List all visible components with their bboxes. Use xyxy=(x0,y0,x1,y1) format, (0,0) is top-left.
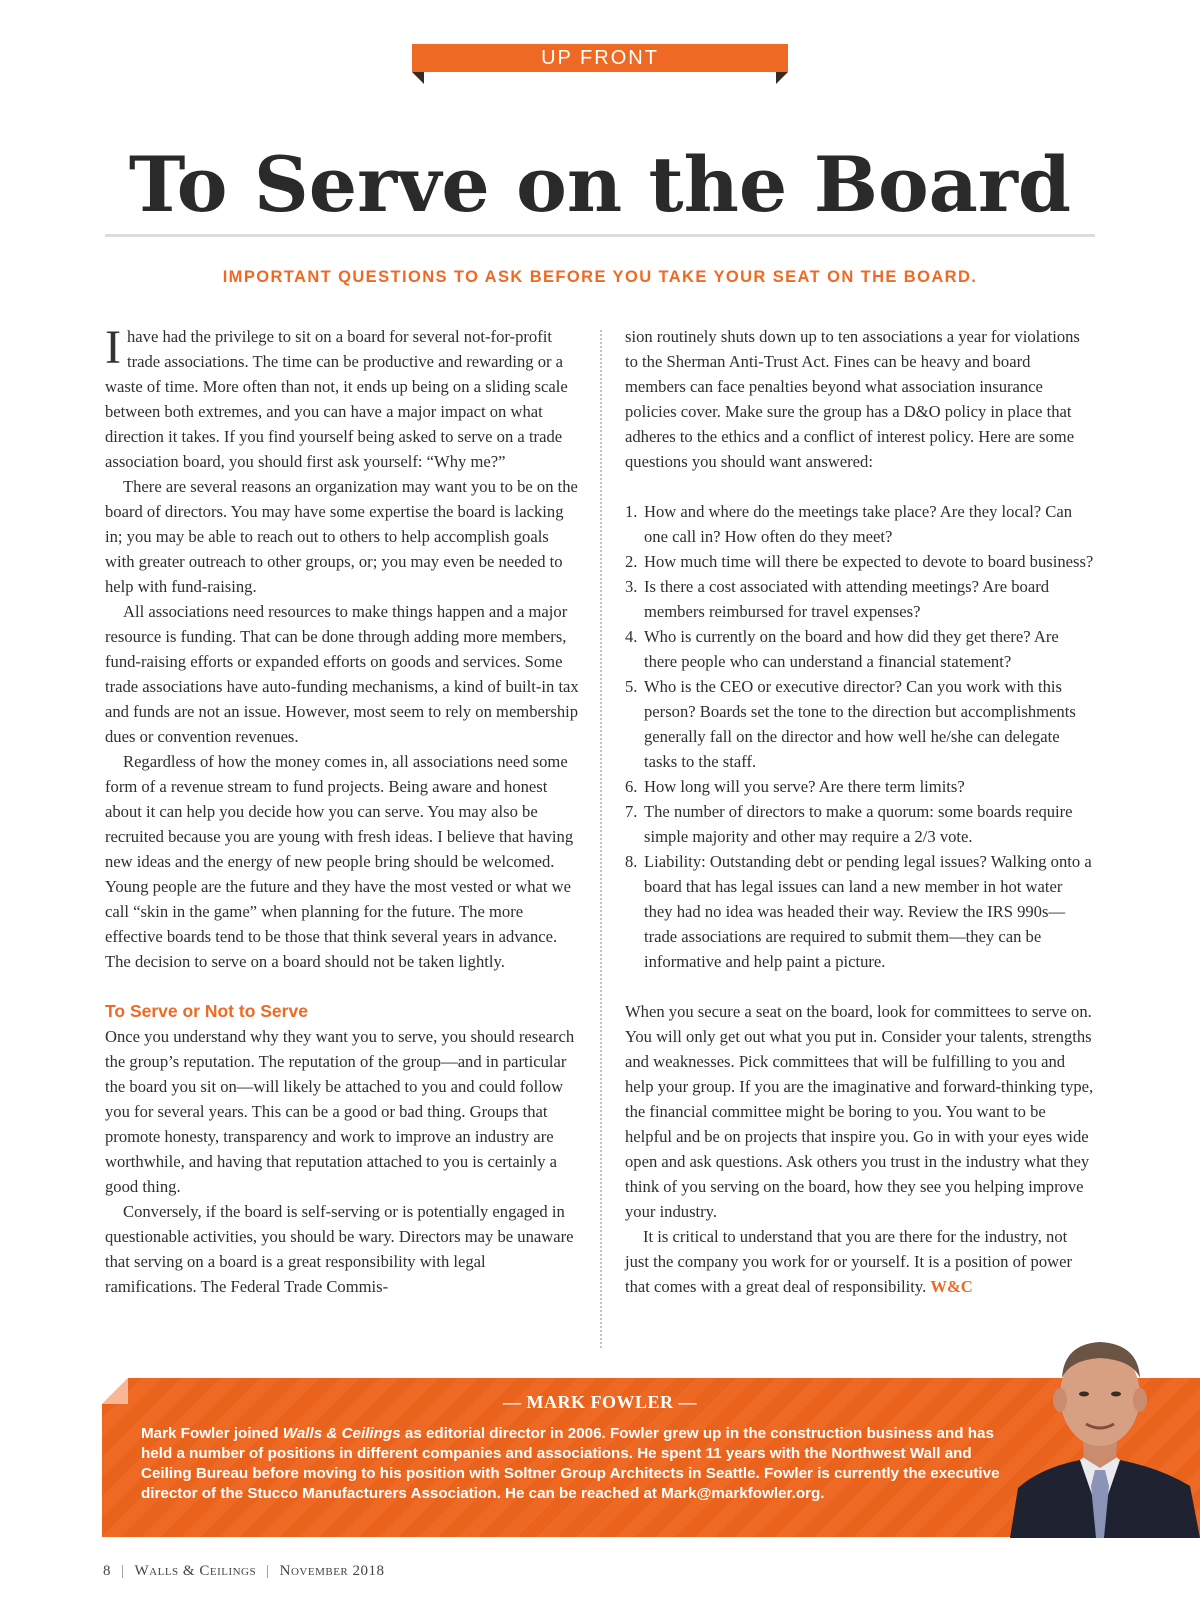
list-text: How much time will there be expected to devote to board business? xyxy=(644,552,1094,571)
closing-text: It is critical to understand that you are there for the industry, not just the company you work for or yourself. It is a position of power that comes with a great deal of responsibility. xyxy=(625,1227,1073,1296)
list-item xyxy=(625,499,1095,549)
page-subtitle: IMPORTANT QUESTIONS TO ASK BEFORE YOU TAKE YOUR SEAT ON THE BOARD. xyxy=(222,268,978,286)
list-text: How long will you serve? Are there term limits? xyxy=(644,777,965,796)
list-text: Who is the CEO or executive director? Can you work with this person? Boards set the tone to the direction but accomplishments generally fall on the director and how well he/she can delegate tasks to the staff. xyxy=(644,677,1076,771)
list-number: 3. xyxy=(625,577,638,596)
paragraph: There are several reasons an organization may want you to be on the board of directors. You may have some expertise the board is lacking in; you may be able to reach out to others to help accomplish goals with greater outreach to other groups, or; you may even be needed to help with fund-raising. xyxy=(105,477,578,596)
banner-fold-left xyxy=(412,72,424,84)
list-text: Liability: Outstanding debt or pending legal issues? Walking onto a board that has legal issues can land a new member in hot water they had no idea was headed their way. Review the IRS 990s—trade associations are required to submit them—they can be informative and help paint a picture. xyxy=(644,852,1092,971)
list-text: How and where do the meetings take place? Are they local? Can one call in? How often do they meet? xyxy=(644,502,1073,546)
list-number: 5. xyxy=(625,677,638,696)
list-text: Who is currently on the board and how did they get there? Are there people who can understand a financial statement? xyxy=(644,627,1059,671)
footer-separator: | xyxy=(121,1563,125,1579)
section-heading: To Serve or Not to Serve xyxy=(105,1001,308,1021)
author-photo xyxy=(1000,1318,1200,1538)
list-number: 2. xyxy=(625,552,638,571)
title-rule xyxy=(105,234,1095,237)
list-item xyxy=(625,849,1095,974)
paragraph: When you secure a seat on the board, look for committees to serve on. You will only get out what you put in. Consider your talents, strengths and weaknesses. Pick committees that will be fulfilling to you and help your group. If you are the imaginative and forward-thinking type, the financial committee might be boring to you. You want to be helpful and be on projects that inspire you. Go in with your eyes wide open and ask questions. Ask others you trust in the industry what they think of you serving on the board, how they see you helping improve your industry. xyxy=(625,1002,1094,1221)
author-photo-icon xyxy=(1000,1318,1200,1538)
paragraph: Conversely, if the board is self-serving or is potentially engaged in questionable activities, you should be wary. Directors may be unaware that serving on a board is a great responsibility with legal ramifications. The Federal Trade Commis- xyxy=(105,1202,574,1296)
list-item xyxy=(625,549,1095,574)
list-number: 1. xyxy=(625,502,638,521)
bio-text: Mark Fowler joined xyxy=(141,1425,283,1442)
list-item xyxy=(625,799,1095,849)
list-number: 4. xyxy=(625,627,638,646)
bio-text-rest: as editorial director in 2006. Fowler grew up in the construction business and has held a number of positions in different companies and associations. He spent 11 years with the Northwest Wall and Ceiling Bureau before moving to his position with Soltner Group Architects in Seattle. Fowler is currently the executive director of the Stucco Manufacturers Association. He can be reached at Mark@markfowler.org. xyxy=(141,1425,1000,1502)
paragraph: sion routinely shuts down up to ten associations a year for violations to the Sherman Anti-Trust Act. Fines can be heavy and board members can face penalties beyond what association insurance policies cover. Make sure the group has a D&O policy in place that adheres to the ethics and a conflict of interest policy. Here are some questions you should want answered: xyxy=(625,327,1080,471)
closing-paragraph xyxy=(625,1224,1095,1299)
section-banner xyxy=(412,44,788,88)
list-item xyxy=(625,574,1095,624)
intro-text: have had the privilege to sit on a board for several not-for-profit trade associations. The time can be productive and rewarding or a waste of time. More often than not, it ends up being on a sliding scale between both extremes, and you can have a major impact on what direction it takes. If you find yourself being asked to serve on a trade association board, you should first ask yourself: “Why me?” xyxy=(105,327,568,471)
list-number: 7. xyxy=(625,802,638,821)
magazine-name: Walls & Ceilings xyxy=(282,1425,401,1442)
magazine-title: Walls & Ceilings xyxy=(134,1563,257,1579)
paragraph: All associations need resources to make things happen and a major resource is funding. That can be done through adding more members, fund-raising efforts or expanded efforts on goods and services. Some trade associations have auto-funding mechanisms, a kind of built-in tax and funds are not an issue. However, most seem to rely on membership dues or convention revenues. xyxy=(105,602,579,746)
author-name: — MARK FOWLER — xyxy=(503,1392,697,1412)
list-number: 6. xyxy=(625,777,638,796)
banner-fold-right xyxy=(776,72,788,84)
left-column xyxy=(105,321,580,1299)
author-bio xyxy=(141,1424,1021,1504)
list-item xyxy=(625,624,1095,674)
end-mark: W&C xyxy=(930,1277,973,1296)
list-text: The number of directors to make a quorum: some boards require simple majority and other may require a 2/3 vote. xyxy=(644,802,1073,846)
paragraph: Once you understand why they want you to serve, you should research the group’s reputation. The reputation of the group—and in particular the board you sit on—will likely be attached to you and could follow you for several years. This can be a good or bad thing. Groups that promote honesty, transparency and work to improve an industry are worthwhile, and having that reputation attached to you is certainly a good thing. xyxy=(105,1027,575,1196)
list-text: Is there a cost associated with attending meetings? Are board members reimbursed for travel expenses? xyxy=(644,577,1050,621)
issue-date: November 2018 xyxy=(279,1563,385,1579)
footer-separator: | xyxy=(266,1563,270,1579)
page-footer xyxy=(103,1563,385,1580)
right-column xyxy=(625,324,1095,1299)
page-number: 8 xyxy=(103,1563,111,1579)
list-number: 8. xyxy=(625,852,638,871)
section-banner-label: UP FRONT xyxy=(412,44,788,72)
paragraph: Regardless of how the money comes in, all associations need some form of a revenue stream to fund projects. Being aware and honest about it can help you decide how you can serve. You may also be recruited because you are young with fresh ideas. I believe that having new ideas and the energy of new people bring should be welcomed. Young people are the future and they have the most vested or what we call “skin in the game” when planning for the future. The more effective boards tend to be those that think several years in advance. The decision to serve on a board should not be taken lightly. xyxy=(105,752,574,971)
questions-list xyxy=(625,499,1095,974)
list-item xyxy=(625,674,1095,774)
column-divider xyxy=(600,330,602,1348)
dropcap: I xyxy=(105,321,121,374)
intro-paragraph xyxy=(105,321,580,474)
page-title: To Serve on the Board xyxy=(128,140,1072,229)
list-item xyxy=(625,774,1095,799)
